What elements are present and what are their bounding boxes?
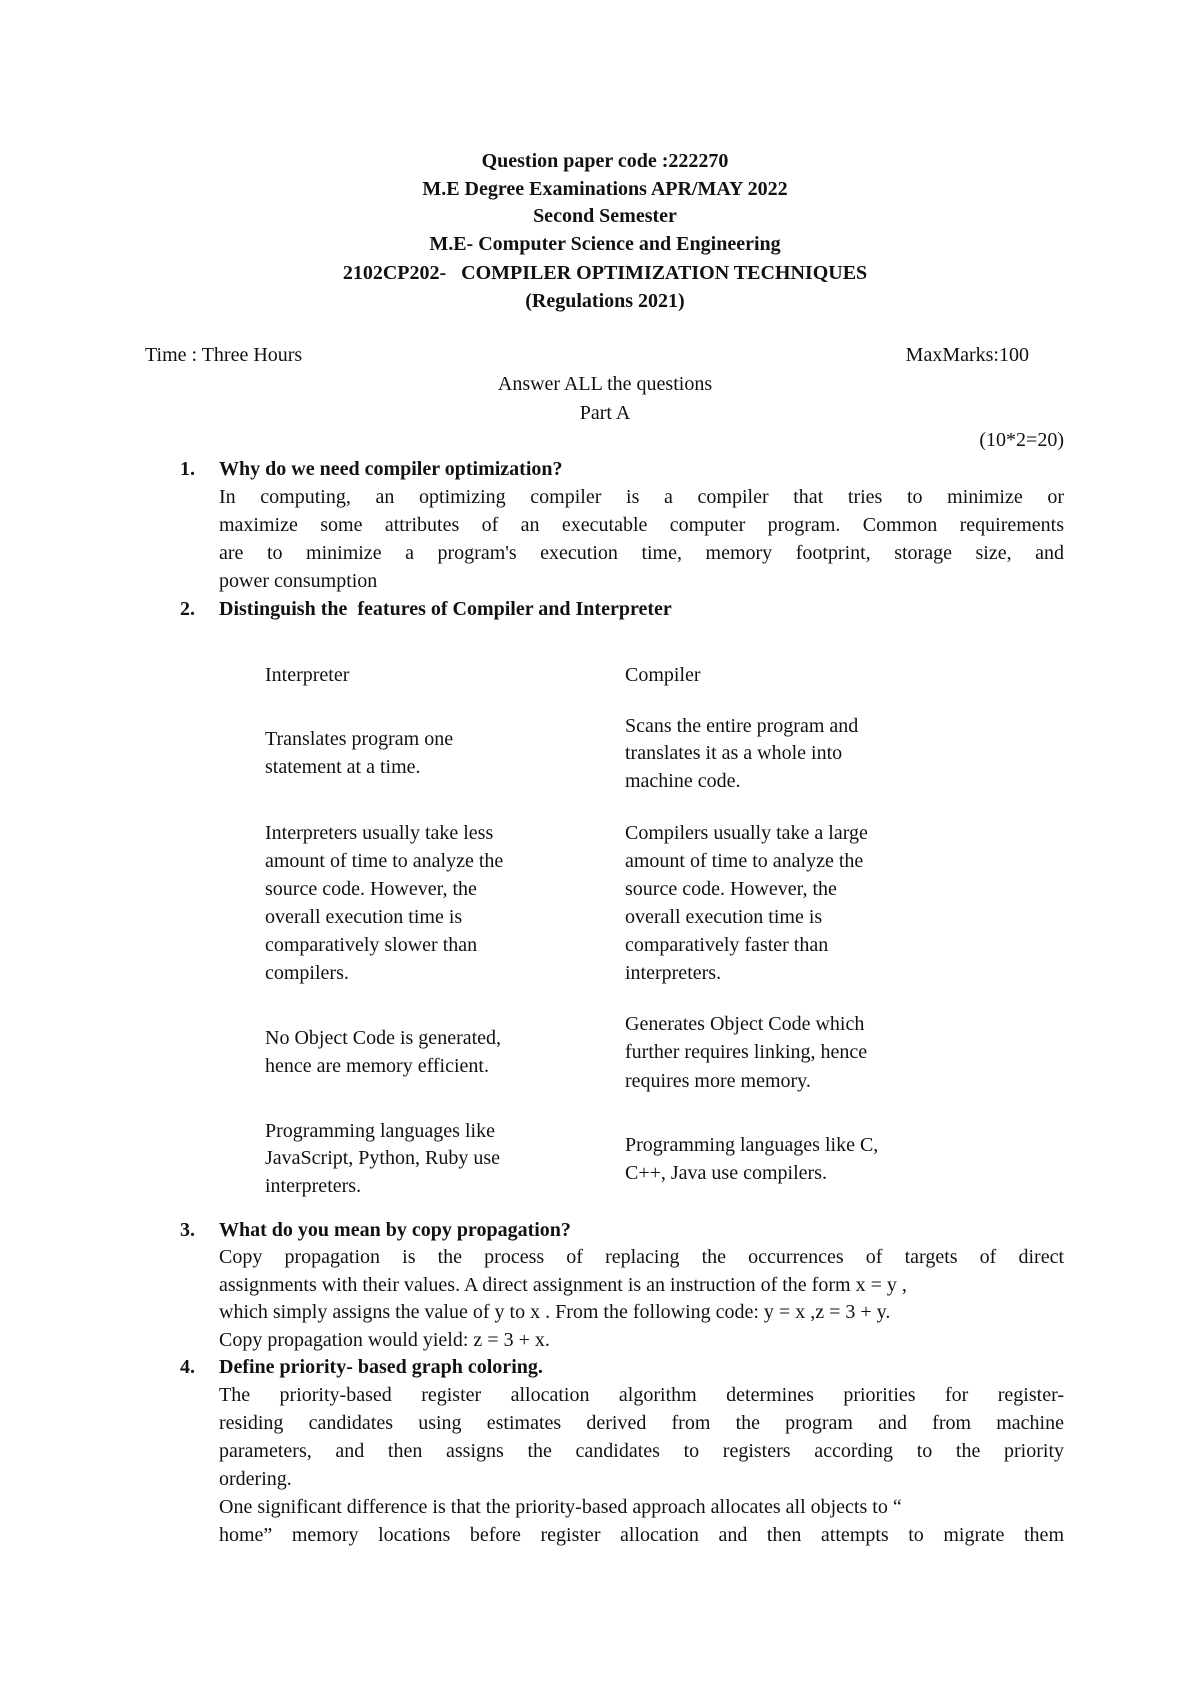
answer-line: The priority-based register allocation algorithm determines priorities for register- xyxy=(219,1384,1064,1406)
answer-line: home” memory locations before register allocation and then attempts to migrate them xyxy=(219,1524,1064,1546)
course-title: 2102CP202- COMPILER OPTIMIZATION TECHNIQUES xyxy=(342,262,868,284)
cell-line: machine code. xyxy=(625,770,741,792)
cell-line: overall execution time is xyxy=(265,906,463,928)
cell-line: further requires linking, hence xyxy=(625,1041,868,1063)
cell-line: C++, Java use compilers. xyxy=(625,1162,827,1184)
cell-line: amount of time to analyze the xyxy=(625,850,864,872)
table-header-compiler: Compiler xyxy=(625,664,701,686)
answer-line: parameters, and then assigns the candidates to registers according to the priority xyxy=(219,1440,1064,1462)
cell-line: translates it as a whole into xyxy=(625,742,843,764)
question-title: Why do we need compiler optimization? xyxy=(219,458,563,480)
cell-line: Programming languages like xyxy=(265,1120,495,1142)
question-number: 2. xyxy=(180,598,195,620)
answer-line: which simply assigns the value of y to x . From the following code: y = x ,z = 3 + y. xyxy=(219,1301,891,1323)
question-title: Distinguish the features of Compiler and Interpreter xyxy=(219,598,672,620)
question-title: What do you mean by copy propagation? xyxy=(219,1219,571,1241)
answer-line: residing candidates using estimates derived from the program and from machine xyxy=(219,1412,1064,1434)
max-marks: MaxMarks:100 xyxy=(905,344,1029,366)
answer-line: assignments with their values. A direct assignment is an instruction of the form x = y , xyxy=(219,1274,907,1296)
cell-line: requires more memory. xyxy=(625,1070,811,1092)
question-number: 1. xyxy=(180,458,195,480)
answer-line: In computing, an optimizing compiler is a compiler that tries to minimize or xyxy=(219,486,1064,508)
cell-line: hence are memory efficient. xyxy=(265,1055,489,1077)
cell-line: interpreters. xyxy=(265,1175,362,1197)
cell-line: Interpreters usually take less xyxy=(265,822,494,844)
cell-line: Compilers usually take a large xyxy=(625,822,868,844)
program: M.E- Computer Science and Engineering xyxy=(429,233,781,255)
cell-line: JavaScript, Python, Ruby use xyxy=(265,1147,500,1169)
answer-line: power consumption xyxy=(219,570,378,592)
marks-scheme: (10*2=20) xyxy=(979,429,1064,451)
question-title: Define priority- based graph coloring. xyxy=(219,1356,543,1378)
question-number: 4. xyxy=(180,1356,195,1378)
answer-line: ordering. xyxy=(219,1468,292,1490)
table-header-interpreter: Interpreter xyxy=(265,664,350,686)
part-label: Part A xyxy=(579,402,631,424)
cell-line: Generates Object Code which xyxy=(625,1013,865,1035)
cell-line: overall execution time is xyxy=(625,906,823,928)
answer-line: maximize some attributes of an executable computer program. Common requirements xyxy=(219,514,1064,536)
answer-line: Copy propagation would yield: z = 3 + x. xyxy=(219,1329,550,1351)
cell-line: Translates program one xyxy=(265,728,454,750)
cell-line: amount of time to analyze the xyxy=(265,850,504,872)
cell-line: compilers. xyxy=(265,962,349,984)
answer-line: One significant difference is that the priority-based approach allocates all objects to “ xyxy=(219,1496,902,1518)
cell-line: Scans the entire program and xyxy=(625,715,859,737)
cell-line: statement at a time. xyxy=(265,756,421,778)
instruction: Answer ALL the questions xyxy=(497,373,713,395)
semester: Second Semester xyxy=(533,205,677,227)
time-label: Time : Three Hours xyxy=(145,344,303,366)
cell-line: comparatively slower than xyxy=(265,934,478,956)
answer-line: Copy propagation is the process of replacing the occurrences of targets of direct xyxy=(219,1246,1064,1268)
cell-line: comparatively faster than xyxy=(625,934,829,956)
regulations: (Regulations 2021) xyxy=(525,290,685,312)
cell-line: Programming languages like C, xyxy=(625,1134,879,1156)
cell-line: source code. However, the xyxy=(625,878,837,900)
paper-code: Question paper code :222270 xyxy=(481,150,729,172)
exam-name: M.E Degree Examinations APR/MAY 2022 xyxy=(422,178,788,200)
cell-line: source code. However, the xyxy=(265,878,477,900)
cell-line: interpreters. xyxy=(625,962,722,984)
answer-line: are to minimize a program's execution time, memory footprint, storage size, and xyxy=(219,542,1064,564)
question-number: 3. xyxy=(180,1219,195,1241)
cell-line: No Object Code is generated, xyxy=(265,1027,502,1049)
